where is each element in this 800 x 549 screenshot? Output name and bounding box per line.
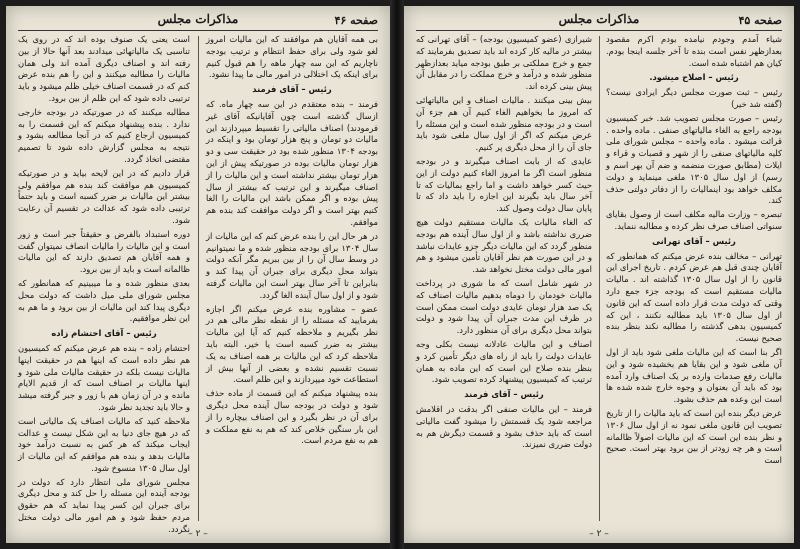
book-gutter [390, 0, 404, 549]
paragraph: مجلس شورای ملی انتظار دارد که دولت در بودجه آینده این مسئله را حل کند و محل دیگری برای جبران این کسر پیدا نماید که هم حقوق مردم حفظ شود و هم امور مالی دولت مختل نگردد. [18, 476, 190, 534]
paragraph: تهرانی – مخالف بنده عرض میکنم که همانطور که آقایان چندی قبل هم عرض کردم . تاریخ اجرای این قانون را از اول سال ۱۳۰۵ گذاشته اند . مالیات مالیات مستقیم است که بودجه جزء جمع دارد وقتی که دولت مدت قرار داده است که این قانون از اول سال ۱۳۰۵ باید مطالبه نکنند ، این که کمیسیون بدهی گذشته را مطالبه نکند بنظر بنده صحیح نیست. [606, 250, 783, 344]
left-page [6, 6, 390, 543]
paragraph: که الغاء مالیات یک مالیات مستقیم دولت هیچ ضرری نداشته باشد و از اول سال آینده هم بودجه منظور گردد که این مالیات دیگر جزو عایدات نباشد و در این صورت هم نظر آقایان تأمین میشود و هم امور مالی دولت مختل نخواهد شد. [416, 216, 592, 275]
paragraph: شیرازی (عضو کمیسیون بودجه) – آقای تهرانی که بیشتر در مالیه کار کرده اند باید تصدیق بفرمایند که جمع و خرج مملکتی بر طبق بودجه میاید بعدازظهر منظور شده و درآمد و خرج مملکت را در مقابل آن پیش بینی کرده اند. [416, 34, 592, 92]
paragraph: ملاحظه کنید که مالیات اصناف یک مالیاتی است که در هیچ جای دنیا به این شکل نیست و عدالت ایجاب میکند که هر کس به نسبت درآمد خود مالیات بدهد و بنده هم موافقم که این مالیات از اول سال ۱۳۰۵ منسوخ شود. [18, 415, 190, 473]
paragraph: بی همه آقایان هم موافقند که این مالیات امروز لغو شود ولی برای حفظ انتظام و ترتیب بودجه ناچاریم که این سه چهار ماهه را هم قبول کنیم برای اینکه یک اختلالی در امور مالی ما پیدا نشود. [206, 34, 378, 80]
paragraph: بنده پیشنهاد میکنم که این قسمت از ماده حذف شود و دولت در بودجه سال آینده محل دیگری برای آن در نظر بگیرد و این اصناف بیچاره را از این بار سنگین خلاص کند که هم به نفع مملکت و هم به نفع مردم است. [206, 388, 378, 446]
paragraph: فرمند – بنده معتقدم در این سه چهار ماه. که ازسال گذشته است چون آقایانیکه آقای غیر فرمودند) اصناف مالیاتی را تقسیط میپردازند این مالیات دو تومان و پنج هزار تومان بود و اینکه در بودجه ۱۳۰۴ منظور شده بود در حقیقت سی و دو هزار تومان مالیات بوده در صورتیکه پیش از این هزار تومان بیشتر نداشته است و این مالیات را از اصناف میگیرند و این ترتیب که بیشتر از سال پیش بوده و اگر ممکن باشد این مالیات را الغا کنیم بهتر است و اگر دولت موافقت کند بنده هم موافقم. [206, 98, 379, 227]
left-page-header [18, 12, 378, 31]
left-column-left [18, 34, 190, 534]
right-column-left [416, 34, 592, 525]
right-running-title: مذاکرات مجلس [558, 12, 640, 26]
right-page-header [416, 12, 782, 31]
speaker-heading: رئیس – اصلاح میشود. [649, 72, 739, 83]
paragraph: عایدی که از بابت اصناف میگیرند و در بودجه منظور است اگر ما امروز الغاء کنیم دولت از این حیث کسر خواهد داشت و اما راجع بمالیات که تا آخر سال باید بگیرند این اجازه را باید داد که تا پایان سال دولت وصول کند. [416, 155, 592, 214]
left-column-right [206, 34, 378, 525]
paragraph: عرض دیگر بنده این است که باید مالیات را از تاریخ تصویب این قانون ملغی نمود نه از اول سال ۱۳۰۶ و نظر بنده این است که این مالیات اصولاً ظالمانه است و هر چه زودتر از بین برود بهتر است. صحیح است [606, 407, 782, 466]
paragraph: اگر بنا است که این مالیات ملغی شود باید از اول آن ملغی شود و این بقایا هم بخشیده شود و این مالیات رفع صدمات وارده بر یک اصناف وارد آمده بود که باید آن بعنوان و وجوه خارج شده شده ها است این وعده هم حذف بشود. [606, 346, 782, 405]
speaker-heading: رئیس – آقای احتشام زاده [51, 328, 157, 339]
right-column-divider [599, 36, 600, 521]
paragraph: است یعنی یک صنوف بوده اند که در روی یک تناسبی یک مالیاتهائی میدادند بعد آنها حالا از بین رفته اند و اصناف دیگری آمده اند ولی همان مالیات را مطالبه میکنند و این را هم بنده عرض کنم که در قسمت اصناف خیلی ظلم میشود و باید ترتیبی داده شود که این ظلم از بین برود. [18, 34, 190, 103]
paragraph: قرار دادیم که در این لایحه بیاید و در صورتیکه کمیسیون هم موافقت کند بنده هم موافقم ولی بیشتر این مالیات بر ضرر کسبه است و باید حتماً ترتیبی داده شود که عدالت در تقسیم آن رعایت شود. [18, 167, 190, 225]
paragraph: شیاء آمدم وجودم نیامده بودم اکرم مقصود بعدازظهر نفس است بنده تا آخر جلسه اینجا بودم. کیان هم اشتباه شده است. [606, 34, 782, 68]
paragraph: در هر حال این را بنده عرض کنم که این مالیات از سال ۱۳۰۴ برای بودجه منظور شده و ما نمیتوانیم در وسط سال آن را از بین ببریم مگر آنکه دولت بتواند محل دیگری برای جبران آن پیدا کند و بنابراین تا آخر سال بهتر است این مالیات گرفته شود و از اول سال آینده الغا گردد. [206, 230, 378, 300]
speaker-heading: رئیس – آقای فرمند [252, 84, 332, 95]
paragraph: رئیس – صورت مجلس تصویب شد. خبر کمیسیون بودجه راجع به الغاء مالیاتهای صنفی . ماده واحده . قرائت میشود . ماده واحده – مجلس شورای ملی کلیه مالیاتهای صنفی را از شهر و قصبات و قراء و ایلات (مطابق صورت منضمه و ضم آن بهر اسم و رسم) از اول سال ۱۳۰۵ ملغی مینماید و دولت مکلف خواهد بود اینمالیات را از دفاتر دولتی حذف کند. [606, 112, 782, 206]
paragraph: تبصره – وزارت مالیه مکلف است از وصول بقایای سنواتی اصناف صرف نظر کرده و مطالبه ننماید. [606, 209, 782, 231]
left-running-title: مذاکرات مجلس [157, 12, 239, 26]
left-column-divider [198, 36, 199, 521]
speaker-heading: رئیس – آقای تهرانی [652, 235, 736, 246]
paragraph: فرمند – این مالیات صنفی اگر بدقت در اقلامش مراجعه شود یک قسمتش را میشود گفت مالیاتی است که باید حذف بشود و قسمت دیگرش هم به دولت ضرری نمیزند. [416, 403, 592, 450]
paragraph: احتشام زاده – بنده هم عرض میکنم که کمیسیون هم نظر داده است که اینها هم در حقیقت اینها مالیات نیست بلکه در حقیقت مالیات ملی شود و اینها مالیات بر اصناف است که از قدیم الایام مانده و در آن زمان هم با زور و جبر گرفته میشد و حالا باید تجدید نظر شود. [18, 342, 190, 412]
right-column-right [606, 34, 782, 525]
paragraph: اصناف و این مالیات عادلانه نیست بکلی وجه عایدات دولت را باید از راه های دیگر تأمین کرد و بنظر بنده صلاح این است که این ماده به همان ترتیب که کمیسیون پیشنهاد کرده تصویب شود. [416, 338, 592, 385]
paragraph: در شهر شامل است که ما شوری در پرداخت مالیات خودمان را دوماه بدهیم مالیات اصناف که یک صد هزار تومان عایدی دولت است ممکن است در ظرف این مدت جبران آن پیدا شود و دولت بتواند محل دیگری برای آن منظور دارد. [416, 277, 592, 336]
paragraph: عضو – مشاوره بنده عرض میکنم اگر اجازه بفرمایید که مسئله را از نقطه نظر مالی هم در نظر بگیریم و ملاحظه کنیم که آیا این مالیات بیشتر به ضرر کسبه است یا خیر، البته باید ملاحظه کرد که این مالیات بر همه اصناف به یک نسبت تقسیم نشده و بعضی از آنها بیش از استطاعت خود میپردازند و این ظلم است. [206, 303, 378, 385]
left-page-footer: – ۲ – [188, 529, 208, 539]
paragraph: رئیس – ثبت صورت مجلس دیگر ایرادی نیست؟ (گفته شد خیر) [606, 87, 782, 109]
left-page-number: صفحه ۴۶ [334, 14, 378, 27]
paragraph: بیش بینی میکنند . مالیات اصناف و این مالیاتهائی که امروز ما بخواهیم الغاء کنیم آن هم جزء آن است و در بودجه منظور شده است و این مسئله را عرض میکنم که اگر از اول سال ملغی شود باید جای آن را از محل دیگری پر کنیم. [416, 94, 592, 153]
paragraph: مطالبه میکنند که در صورتیکه در بودجه خارجی ندارد . بنده پیشنهاد میکنم که این قسمت را به کمیسیون ارجاع کنیم که در آنجا مطالعه بشود و نتیجه به مجلس گزارش داده شود تا تصمیم مقتضی اتخاذ گردد. [18, 106, 190, 164]
paragraph: دوره استبداد بالفرض و حقیقتاً جبر است و زور است و این مالیات را مالیات انصاف نمیتوان گفت و همه آقایان هم تصدیق دارند که این مالیات ظالمانه است و باید از بین برود. [18, 228, 190, 275]
right-page-number: صفحه ۴۵ [738, 14, 782, 27]
speaker-heading: رئیس – آقای فرمند [464, 389, 544, 400]
right-page [404, 6, 794, 543]
right-page-footer: – ۲ – [589, 529, 609, 539]
paragraph: بعدی منظور شده و ما میبینیم که همانطور که مجلس شورای ملی میل داشت که دولت محل دیگری پیدا کند این مالیات از بین برود و ما هم به این نظر موافقیم. [18, 277, 190, 324]
